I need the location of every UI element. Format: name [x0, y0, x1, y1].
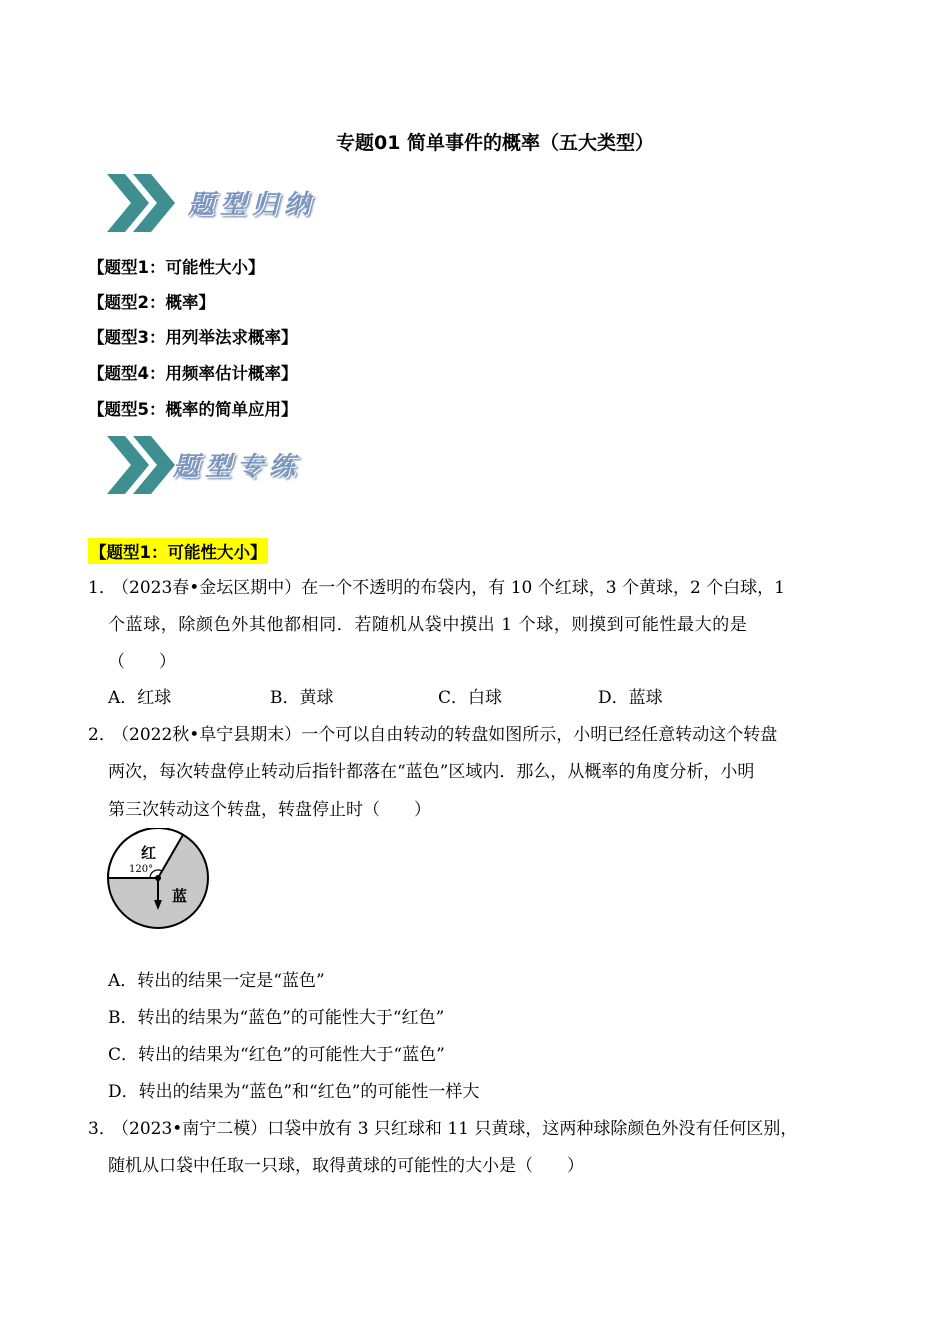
angle-label: 120° [129, 864, 154, 875]
question-text: 个蓝球，除颜色外其他都相同．若随机从袋中摸出 1 个球，则摸到可能性最大的是 [108, 615, 748, 635]
red-label: 红 [141, 844, 157, 862]
option-a: A．红球 [108, 688, 172, 708]
double-chevron-icon [103, 432, 183, 498]
banner-title: 题型专练 [173, 452, 302, 482]
question-text: （2023春•金坛区期中）在一个不透明的布袋内，有 10 个红球，3 个黄球，2 个白球，1 [112, 578, 785, 598]
question-text: 第三次转动这个转盘，转盘停止时（ ） [108, 800, 431, 820]
question-text: （2022秋•阜宁县期末）一个可以自由转动的转盘如图所示，小明已经任意转动这个转盘 [112, 725, 778, 745]
toc-item: 【题型2：概率】 [88, 293, 215, 312]
option-b: B．转出的结果为“蓝色”的可能性大于“红色” [108, 1008, 445, 1028]
option-b: B．黄球 [270, 688, 334, 708]
section-heading: 【题型1：可能性大小】 [88, 538, 268, 564]
page-title: 专题01 简单事件的概率（五大类型） [335, 132, 655, 154]
spinner-center [155, 875, 161, 881]
option-d: D．蓝球 [598, 688, 663, 708]
option-a: A．转出的结果一定是“蓝色” [108, 971, 325, 991]
question-number: 3． [88, 1119, 116, 1139]
question-text: （2023•南宁二模）口袋中放有 3 只红球和 11 只黄球，这两种球除颜色外没有任何区别， [112, 1119, 798, 1139]
banner-title: 题型归纳 [188, 190, 317, 220]
option-c: C．白球 [438, 688, 503, 708]
spinner-figure [106, 828, 212, 930]
toc-item: 【题型3：用列举法求概率】 [88, 328, 298, 347]
question-text: 两次，每次转盘停止转动后指针都落在“蓝色”区域内．那么，从概率的角度分析，小明 [108, 762, 755, 782]
question-text: 随机从口袋中任取一只球，取得黄球的可能性的大小是（ ） [108, 1156, 584, 1176]
option-c: C．转出的结果为“红色”的可能性大于“蓝色” [108, 1045, 445, 1065]
toc-item: 【题型1：可能性大小】 [88, 258, 265, 277]
section-banner-practice [103, 432, 363, 502]
toc-item: 【题型4：用频率估计概率】 [88, 364, 298, 383]
section-banner-summary [103, 170, 363, 240]
blue-label: 蓝 [172, 887, 188, 905]
answer-blank: （ ） [108, 652, 176, 672]
question-number: 2． [88, 725, 116, 745]
question-number: 1． [88, 578, 116, 598]
toc-item: 【题型5：概率的简单应用】 [88, 400, 298, 419]
option-d: D．转出的结果为“蓝色”和“红色”的可能性一样大 [108, 1082, 480, 1102]
double-chevron-icon [103, 170, 183, 236]
